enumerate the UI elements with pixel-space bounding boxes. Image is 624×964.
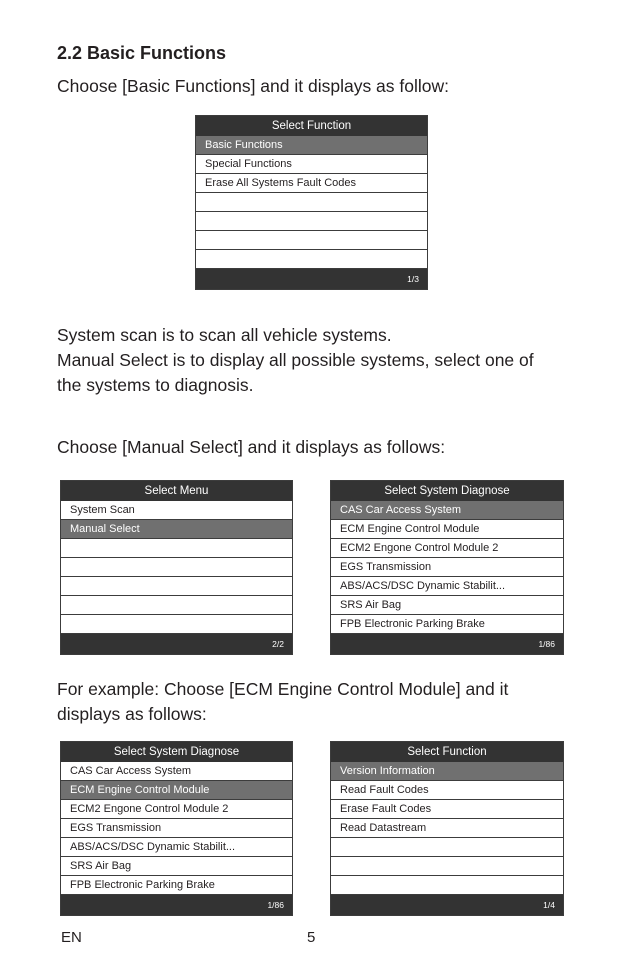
menu-item[interactable]: CAS Car Access System xyxy=(61,762,292,781)
menu-item[interactable]: FPB Electronic Parking Brake xyxy=(331,615,563,634)
menu-item[interactable]: CAS Car Access System xyxy=(331,501,563,520)
menu-item[interactable]: Special Functions xyxy=(196,155,427,174)
example-text: For example: Choose [ECM Engine Control Module] and it displays as follows: xyxy=(57,679,509,724)
menu-item[interactable]: SRS Air Bag xyxy=(61,857,292,876)
menu-item[interactable]: Basic Functions xyxy=(196,136,427,155)
system-scan-description: System scan is to scan all vehicle systems. xyxy=(57,325,392,345)
page-number: 5 xyxy=(307,929,316,946)
intro-text: Choose [Basic Functions] and it displays as follow: xyxy=(57,76,449,96)
menu-list xyxy=(331,501,563,634)
menu-list xyxy=(331,762,563,895)
manual-select-instruction: Choose [Manual Select] and it displays as follows: xyxy=(57,437,446,457)
menu-list xyxy=(61,501,292,634)
menu-item[interactable]: SRS Air Bag xyxy=(331,596,563,615)
menu-item[interactable]: Read Datastream xyxy=(331,819,563,838)
page-indicator: 2/2 xyxy=(61,634,292,654)
page-indicator: 1/86 xyxy=(331,634,563,654)
menu-item[interactable]: ABS/ACS/DSC Dynamic Stabilit... xyxy=(61,838,292,857)
menu-item[interactable]: ECM2 Engone Control Module 2 xyxy=(61,800,292,819)
select-system-diagnose-ecm-screen xyxy=(60,741,293,916)
empty-menu-row xyxy=(196,193,427,212)
menu-item[interactable]: ECM Engine Control Module xyxy=(61,781,292,800)
menu-item[interactable]: Erase Fault Codes xyxy=(331,800,563,819)
screen-title: Select System Diagnose xyxy=(331,481,563,501)
menu-item[interactable]: EGS Transmission xyxy=(331,558,563,577)
empty-menu-row xyxy=(331,876,563,895)
empty-menu-row xyxy=(196,250,427,269)
empty-menu-row xyxy=(61,539,292,558)
empty-menu-row xyxy=(196,231,427,250)
page-indicator: 1/3 xyxy=(196,269,427,289)
footer-language: EN xyxy=(61,929,82,946)
menu-item[interactable]: ECM2 Engone Control Module 2 xyxy=(331,539,563,558)
screen-title: Select Menu xyxy=(61,481,292,501)
empty-menu-row xyxy=(331,857,563,876)
empty-menu-row xyxy=(331,838,563,857)
ecm-select-function-screen xyxy=(330,741,564,916)
page-indicator: 1/4 xyxy=(331,895,563,915)
screen-title: Select Function xyxy=(331,742,563,762)
menu-item[interactable]: ECM Engine Control Module xyxy=(331,520,563,539)
menu-item[interactable]: ABS/ACS/DSC Dynamic Stabilit... xyxy=(331,577,563,596)
select-menu-screen xyxy=(60,480,293,655)
screen-title: Select Function xyxy=(196,116,427,136)
empty-menu-row xyxy=(61,596,292,615)
menu-item[interactable]: System Scan xyxy=(61,501,292,520)
empty-menu-row xyxy=(196,212,427,231)
menu-item[interactable]: EGS Transmission xyxy=(61,819,292,838)
menu-item[interactable]: Manual Select xyxy=(61,520,292,539)
section-heading: 2.2 Basic Functions xyxy=(57,43,227,63)
page-indicator: 1/86 xyxy=(61,895,292,915)
manual-select-description: Manual Select is to display all possible systems, select one of the systems to diagnosis. xyxy=(57,350,534,395)
select-system-diagnose-screen xyxy=(330,480,564,655)
menu-item[interactable]: Read Fault Codes xyxy=(331,781,563,800)
menu-item[interactable]: FPB Electronic Parking Brake xyxy=(61,876,292,895)
screen-title: Select System Diagnose xyxy=(61,742,292,762)
empty-menu-row xyxy=(61,558,292,577)
menu-list xyxy=(196,136,427,269)
menu-list xyxy=(61,762,292,895)
empty-menu-row xyxy=(61,615,292,634)
menu-item[interactable]: Version Information xyxy=(331,762,563,781)
empty-menu-row xyxy=(61,577,292,596)
menu-item[interactable]: Erase All Systems Fault Codes xyxy=(196,174,427,193)
select-function-screen xyxy=(195,115,428,290)
